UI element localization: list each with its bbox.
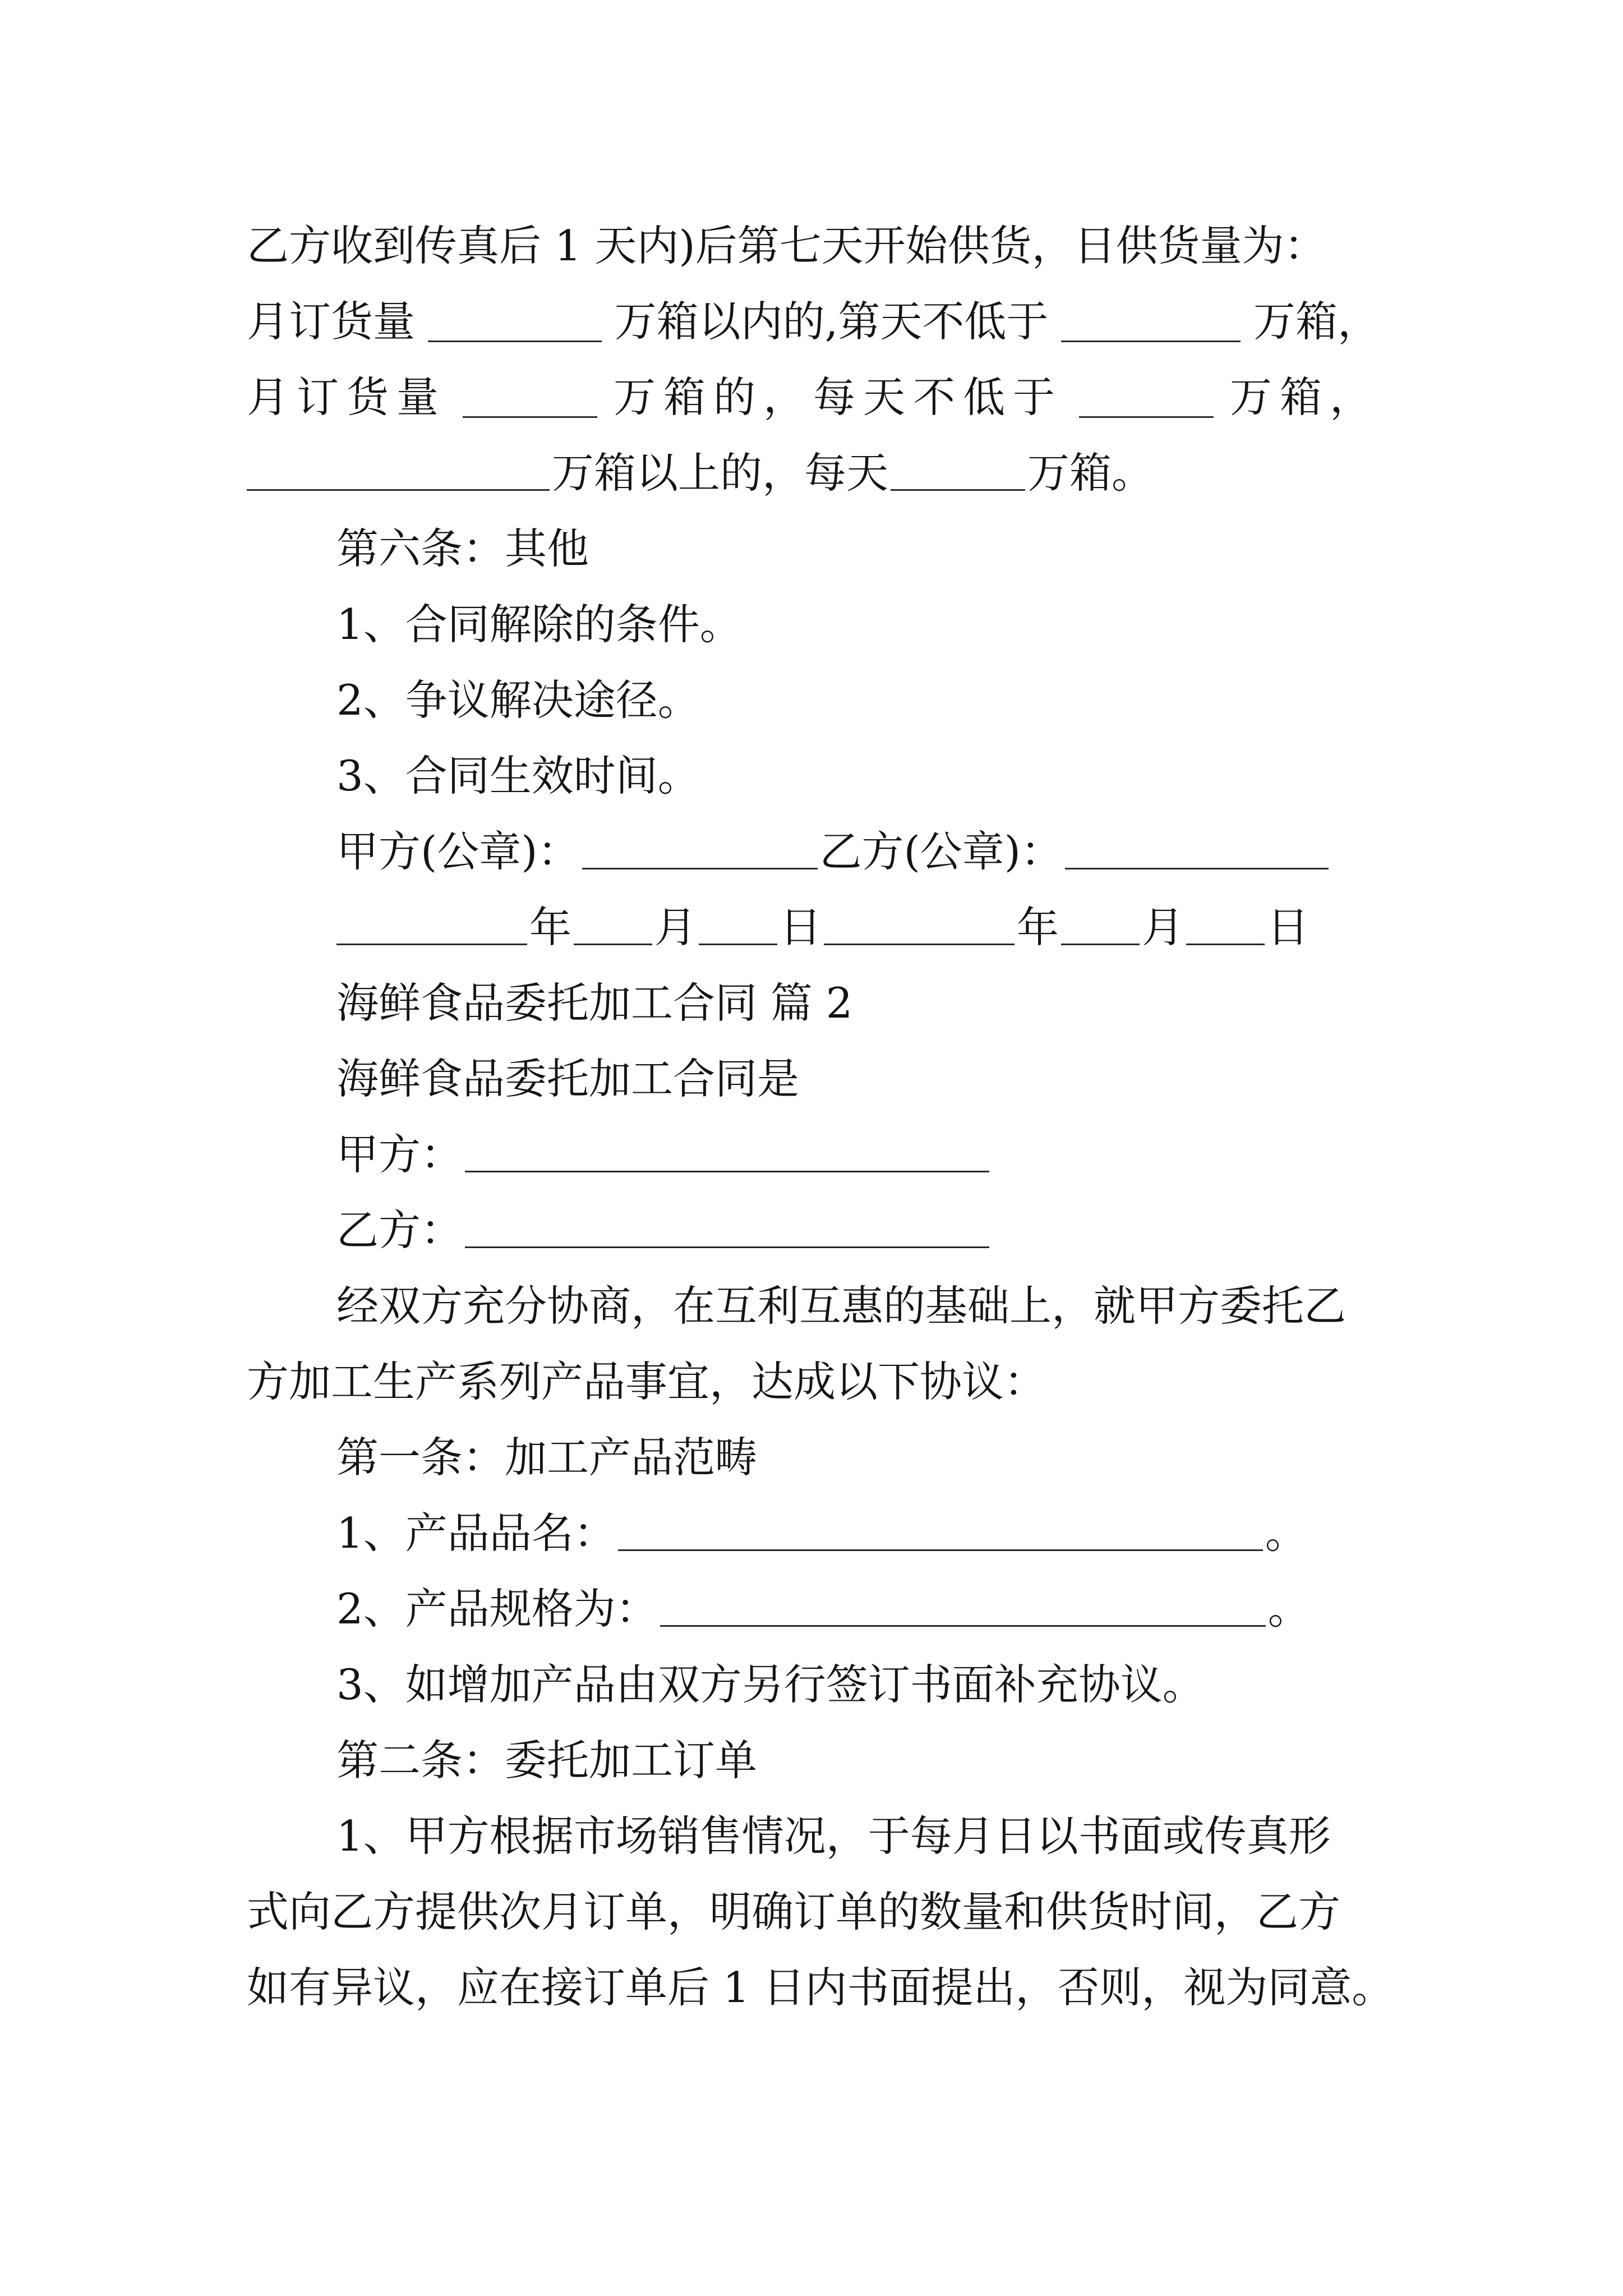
text-line	[247, 208, 1380, 284]
day-field[interactable]	[1186, 904, 1265, 945]
seal-line: 甲方(公章)： 乙方(公章)：	[336, 813, 1380, 890]
paragraph-line: 1、甲方根据市场销售情况，于每月日以书面或传真形	[336, 1811, 1331, 1861]
year-field[interactable]	[336, 904, 527, 945]
list-item: 2、争议解决途径。	[336, 675, 700, 725]
fill-blank[interactable]	[1061, 301, 1241, 342]
fill-blank[interactable]	[891, 450, 1025, 491]
party-a-field[interactable]	[465, 1131, 989, 1172]
article-2-heading: 第二条：委托加工订单	[336, 1736, 758, 1785]
fill-blank[interactable]	[463, 377, 597, 418]
party-a-seal-field[interactable]	[582, 829, 818, 869]
party-b-field[interactable]	[465, 1207, 989, 1248]
text-line: 月订货量 万箱的，每天不低于 万箱，	[247, 372, 1380, 422]
text-line: 万箱以上的，每天 万箱。	[247, 435, 1380, 511]
text-line: 月订货量 万箱以内的,第天不低于 万箱，	[247, 297, 1380, 346]
list-item: 3、如增加产品由双方另行签订书面补充协议。	[336, 1660, 1205, 1709]
product-spec-line: 2、产品规格为： 。	[336, 1584, 1310, 1634]
product-spec-field[interactable]	[660, 1586, 1266, 1627]
party-b-line: 乙方：	[336, 1192, 1380, 1268]
party-b-seal-field[interactable]	[1065, 829, 1329, 869]
fill-blank[interactable]	[1079, 377, 1214, 418]
paragraph-line: 方加工生产系列产品事宜，达成以下协议：	[247, 1357, 1046, 1406]
paragraph-line: 如有异议，应在接订单后 1 日内书面提出，否则，视为同意。	[247, 1963, 1394, 2012]
product-name-field[interactable]	[618, 1510, 1263, 1551]
day-field[interactable]	[699, 904, 777, 945]
contract-subtitle: 海鲜食品委托加工合同是	[336, 1054, 800, 1103]
date-line: 年 月 日 年 月 日	[336, 889, 1380, 965]
article-6-heading: 第六条：其他	[336, 524, 589, 573]
month-field[interactable]	[574, 904, 652, 945]
section-title: 海鲜食品委托加工合同 篇 2	[336, 978, 853, 1028]
article-1-heading: 第一条：加工产品范畴	[336, 1433, 758, 1482]
list-item: 3、合同生效时间。	[336, 751, 700, 800]
supply-start-text: 乙方收到传真后 1 天内)后第七天开始供货，日供货量为：	[247, 221, 1326, 270]
paragraph-line: 经双方充分协商，在互利互惠的基础上，就甲方委托乙	[336, 1281, 1347, 1331]
party-a-line: 甲方：	[336, 1116, 1380, 1193]
year-field[interactable]	[824, 904, 1015, 945]
fill-blank[interactable]	[428, 301, 602, 342]
month-field[interactable]	[1061, 904, 1140, 945]
product-name-line: 1、产品品名： 。	[336, 1508, 1307, 1558]
list-item: 1、合同解除的条件。	[336, 600, 742, 649]
paragraph-line: 式向乙方提供次月订单，明确订单的数量和供货时间，乙方	[247, 1887, 1341, 1936]
fill-blank[interactable]	[247, 450, 550, 491]
